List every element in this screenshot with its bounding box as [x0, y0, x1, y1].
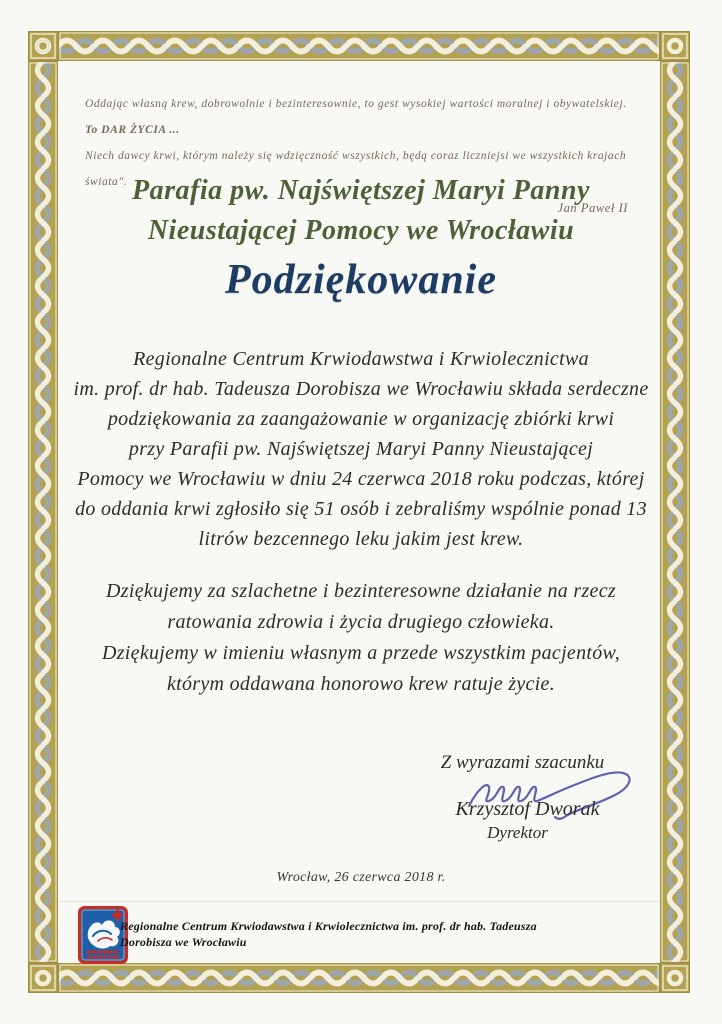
body-paragraph-1: [61, 344, 661, 554]
body-line: Pomocy we Wrocławiu w dniu 24 czerwca 2018 roku podczas, której: [77, 468, 645, 490]
body-line: którym oddawana honorowo krew ratuje życie.: [166, 673, 556, 695]
quote-line-1: [85, 91, 630, 143]
quote-attribution: Jan Paweł II: [557, 201, 628, 215]
parish-title-line-2: Nieustającej Pomocy we Wrocławiu: [147, 215, 575, 246]
frame-corner-bottom-left: [28, 963, 58, 993]
body-paragraph-2: [61, 576, 661, 700]
quote-line-2: Niech dawcy krwi, którym należy się wdzięczność wszystkich, będą coraz liczniejsi we wszystkich krajach świata".: [85, 150, 627, 188]
quote-line-1-text: Oddając własną krew, dobrowolnie i bezinteresownie, to gest wysokiej wartości moralnej i obywatelskiej.: [85, 98, 627, 110]
footer-divider: [58, 901, 660, 902]
parish-title-line-1: Parafia pw. Najświętszej Maryi Panny: [132, 175, 590, 206]
page-title: Podziękowanie: [225, 257, 497, 303]
parish-title: [0, 171, 722, 251]
frame-border-top: [58, 31, 660, 61]
body-line: litrów bezcennego leku jakim jest krew.: [198, 528, 524, 550]
signer-title: Dyrektor: [487, 823, 548, 842]
closing-salutation: Z wyrazami szacunku: [440, 752, 605, 773]
body-line: Regionalne Centrum Krwiodawstwa i Krwiolecznictwa: [133, 348, 589, 370]
body-line: ratowania zdrowia i życia drugiego człowieka.: [167, 611, 555, 633]
body-line: podziękowania za zaangażowanie w organizację zbiórki krwi: [107, 408, 615, 430]
body-line: przy Parafii pw. Najświętszej Maryi Panny Nieustającej: [128, 438, 594, 460]
body-line: im. prof. dr hab. Tadeusza Dorobisza we Wrocławiu składa serdeczne: [73, 378, 649, 400]
dateline: Wrocław, 26 czerwca 2018 r.: [276, 870, 446, 885]
frame-corner-top-right: [660, 31, 690, 61]
body-line: Dziękujemy w imieniu własnym a przede wszystkim pacjentów,: [101, 642, 621, 664]
footer-institution-name: Regionalne Centrum Krwiodawstwa i Krwiolecznictwa im. prof. dr hab. Tadeusza Dorobisza we Wrocławiu: [120, 919, 537, 949]
frame-corner-top-left: [28, 31, 58, 61]
quote-line-1-bold: To DAR ŻYCIA ...: [85, 124, 180, 136]
frame-border-bottom: [58, 963, 660, 993]
frame-corner-bottom-right: [660, 963, 690, 993]
body-line: Dziękujemy za szlachetne i bezinteresowne działanie na rzecz: [106, 580, 616, 602]
body-line: do oddania krwi zgłosiło się 51 osób i zebraliśmy wspólnie ponad 13: [75, 498, 647, 520]
signer-name: Krzysztof Dworak: [455, 798, 600, 820]
